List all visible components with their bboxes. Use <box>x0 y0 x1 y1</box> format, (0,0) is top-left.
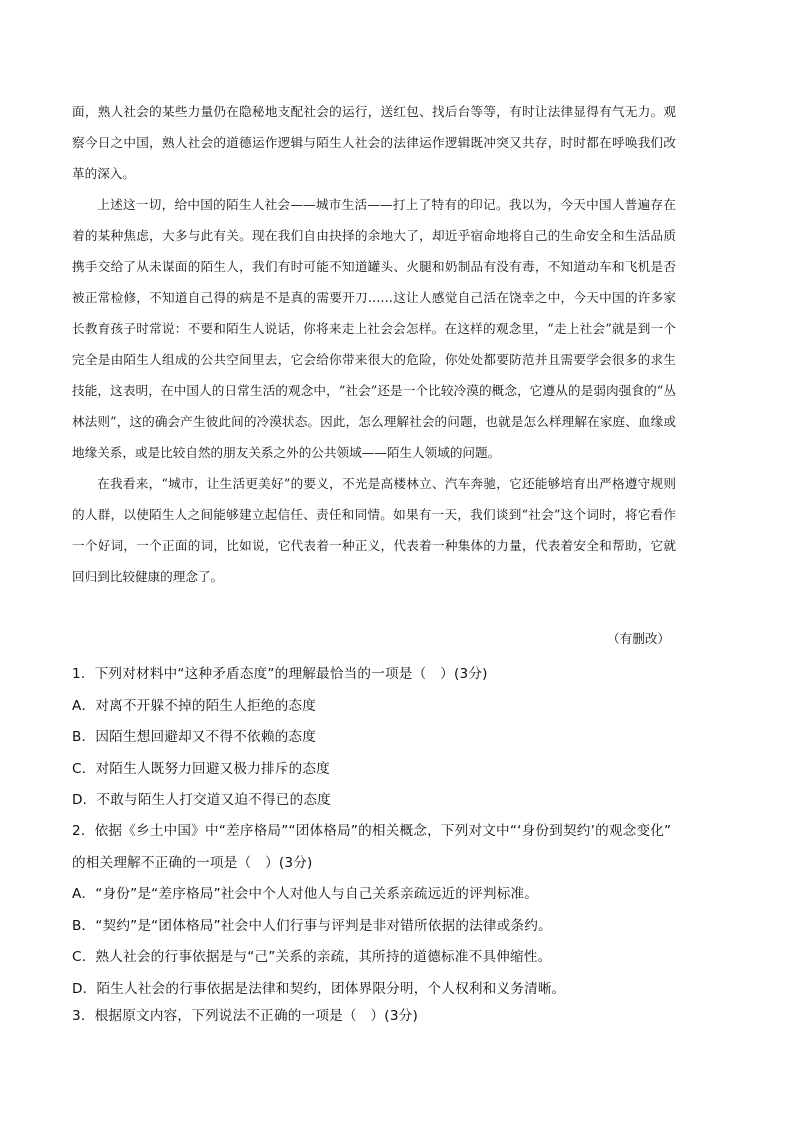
question-1-option-d: D．不敢与陌生人打交道又迫不得已的态度 <box>72 792 331 808</box>
question-1-option-a: A．对离不开躲不掉的陌生人拒绝的态度 <box>72 697 316 714</box>
question-2-option-a: A．“身份”是“差序格局”社会中个人对他人与自己关系亲疏远近的评判标准。 <box>72 886 539 902</box>
question-3 <box>72 1001 692 1033</box>
source-note: （有删改） <box>607 631 670 646</box>
question-3-stem: 3．根据原文内容，下列说法不正确的一项是（ ）(3分) <box>72 1008 418 1024</box>
question-1 <box>72 659 692 817</box>
question-1-option-b: B．因陌生想回避却又不得不依赖的态度 <box>72 729 317 745</box>
question-2-option-b: B．“契约”是“团体格局”社会中人们行事与评判是非对错所依据的法律或条约。 <box>72 917 552 934</box>
question-1-stem: 1．下列对材料中“这种矛盾态度”的理解最恰当的一项是（ ）(3分) <box>72 666 488 682</box>
reading-passage <box>72 96 676 592</box>
passage-paragraph-3: 在我看来，“城市，让生活更美好”的要义，不光是高楼林立、汽车奔驰，它还能够培育出严格遵守规则的人群，以使陌生人之间能够建立起信任、责任和同情。如果有一天，我们谈到“社会”这个词时，将它看作一个好词，一个正面的词，比如说，它代表着一种正义，代表着一种集体的力量，代表着安全和帮助，它就回归到比较健康的理念了。 <box>72 476 676 584</box>
question-2 <box>72 816 692 1005</box>
passage-paragraph-2: 上述这一切，给中国的陌生人社会——城市生活——打上了特有的印记。我以为，今天中国人普遍存在着的某种焦虑，大多与此有关。现在我们自由抉择的余地大了，却近乎宿命地将自己的生命安全和生活品质携手交给了从未谋面的陌生人，我们有时可能不知道罐头、火腿和奶制品有没有毒，不知道动车和飞机是否被正常检修，不知道自己得的病是不是真的需要开刀……这让人感觉自己活在饶幸之中，今天中国的许多家长教育孩子时常说：不要和陌生人说话，你将来走上社会会怎样。在这样的观念里，“走上社会”就是到一个完全是由陌生人组成的公共空间里去，它会给你带来很大的危险，你处处都要防范并且需要学会很多的求生技能，这表明，在中国人的日常生活的观念中，“社会”还是一个比较冷漠的概念，它遵从的是弱肉强食的“丛林法则”，这的确会产生彼此间的冷漠状态。因此，怎么理解社会的问题，也就是怎么样理解在家庭、血缘或地缘关系，或是比较自然的朋友关系之外的公共领域——陌生人领域的问题。 <box>72 197 676 460</box>
passage-paragraph-1: 面，熟人社会的某些力量仍在隐秘地支配社会的运行，送红包、找后台等等，有时让法律显得有气无力。观察今日之中国，熟人社会的道德运作逻辑与陌生人社会的法律运作逻辑既冲突又共存，时时都在呼唤我们改革的深入。 <box>72 104 676 181</box>
question-2-stem-line-1: 2．依据《乡土中国》中“差序格局”“团体格局”的相关概念，下列对文中“‘身份到契约’的观念变化” <box>72 823 672 839</box>
question-2-stem-line-2: 的相关理解不正确的一项是（ ）(3分) <box>72 854 313 871</box>
question-2-option-c: C．熟人社会的行事依据是与“己”关系的亲疏，其所持的道德标准不具伸缩性。 <box>72 949 552 965</box>
question-1-option-c: C．对陌生人既努力回避又极力排斥的态度 <box>72 760 330 777</box>
question-2-option-d: D．陌生人社会的行事依据是法律和契约，团体界限分明，个人权利和义务清晰。 <box>72 980 566 997</box>
